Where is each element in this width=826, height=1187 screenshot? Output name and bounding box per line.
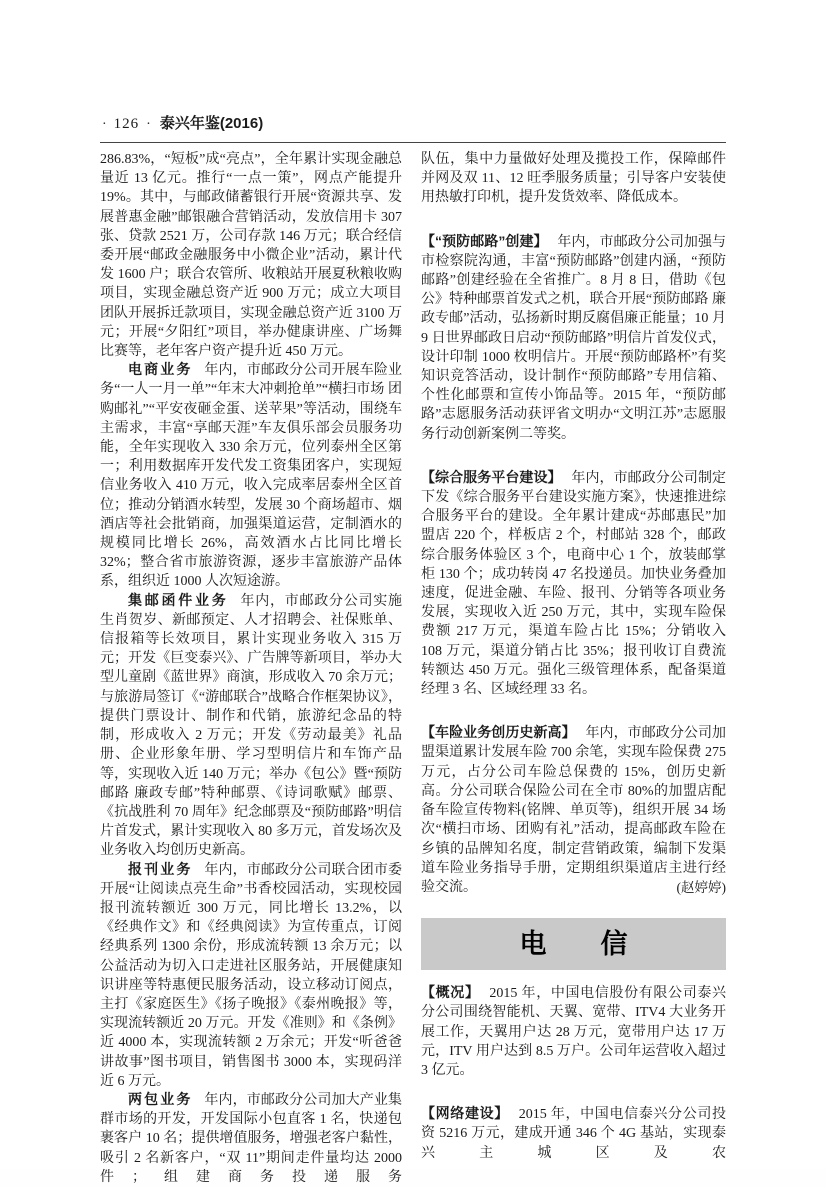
banner-label: 电 信	[519, 928, 628, 959]
section-title: 【综合服务平台建设】	[421, 468, 562, 485]
author-signature: (赵婷婷)	[676, 879, 726, 895]
entry-paragraph-philately	[100, 592, 402, 861]
right-column	[421, 150, 726, 1187]
section-title: 【概况】	[421, 984, 480, 1001]
section-vehicle-insurance	[421, 723, 726, 897]
left-column	[100, 150, 402, 1187]
section-text: 年内，市邮政分公司制定下发《综合服务平台建设实施方案》，快速推进综合服务平台的建设。全年累计建成“苏邮惠民”加盟店 220 个，样板店 2 个，村邮站 328 个，邮政综合服务体验区 3 个，电商中心 1 个，放装邮掌柜 130 个；成功转岗 47 名投递员。加快业务叠加速度，促进金融、车险、报刊、分销等各项业务发展，实现收入近 250 万元，其中，实现车险保费额 217 万元，渠道车险占比 15%；分销收入 108 万元，渠道分销占比 35%；报刊收订自费流转额达 450 万元。强化三级管理体系，配备渠道经理 3 名、区域经理 33 名。	[421, 470, 727, 698]
page-header	[100, 112, 726, 143]
entry-paragraph-newspaper	[100, 861, 402, 1091]
continuation-paragraph	[100, 150, 402, 361]
entry-heading: 两包业务	[128, 1092, 193, 1108]
header-dot-left: ·	[102, 117, 107, 132]
page-number: 126	[113, 116, 140, 132]
section-prevention-mail-route	[421, 232, 726, 444]
paragraph-text: 年内，市邮政分公司加大产业集群市场的开发，开发国际小包直客 1 名，快递包裹客户 10 名；提供增值服务，增强老客户黏性，吸引 2 名新客户，“双 11”期间走件量均达 2000 件；组建商务投递服务	[100, 1092, 403, 1185]
paragraph-text: 年内，市邮政分公司实施生肖贺岁、新邮预定、人才招聘会、社保账单、信报箱等长效项目，累计实现业务收入 315 万元；开发《巨变泰兴》、广告牌等新项目，举办大型儿童剧《蓝世界》商演，形成收入 70 余万元；与旅游局签订《“游邮联合”战略合作框架协议》，提供门票设计、制作和代销，旅游纪念品的特制，形成收入 2 万元；开发《劳动最美》礼品册、企业形象年册、学习型明信片和车饰产品等，实现收入近 140 万元；举办《包公》暨“预防邮路 廉政专邮”特种邮票、《诗词歌赋》邮票、《抗战胜利 70 周年》纪念邮票及“预防邮路”明信片首发式，累计实现收入 80 多万元，首发场次及业务收入均创历史新高。	[100, 593, 403, 859]
book-title: 泰兴年鉴(2016)	[159, 115, 264, 132]
section-text: 2015 年，中国电信股份有限公司泰兴分公司围绕智能机、天翼、宽带、ITV4 大业务开展工作，天翼用户达 28 万元，宽带用户达 17 万元，ITV 用户达到 8.5 万户。公司年运营收入超过 3 亿元。	[421, 986, 727, 1078]
paragraph-text: 286.83%，“短板”成“亮点”，全年累计实现金融总量近 13 亿元。推行“一点一策”，网点产能提升 19%。其中，与邮政储蓄银行开展“资源共享、发展普惠金融”邮银融合营销活动，发放信用卡 307 张、贷款 2521 万，公司存款 146 万元；联合经信委开展“邮政金融服务中小微企业”活动，累计代发 1600 户；联合农管所、收粮站开展夏秋粮收购项目，实现金融总资产近 900 万元；成立大项目团队开展拆迁款项目，实现金融总资产近 3100 万元；开展“夕阳红”项目，举办健康讲座、广场舞比赛等，老年客户资产提升近 450 万元。	[100, 152, 402, 360]
entry-heading: 电商业务	[128, 363, 193, 379]
entry-paragraph-parcels	[100, 1091, 402, 1187]
entry-heading: 集邮函件业务	[128, 593, 229, 609]
entry-paragraph-ecommerce	[100, 361, 402, 591]
paragraph-text: 队伍，集中力量做好处理及揽投工作，保障邮件并网及双 11、12 旺季服务质量；引导客户安装使用热敏打印机，提升发货效率、降低成本。	[421, 152, 726, 206]
section-telecom-overview	[421, 983, 726, 1080]
continuation-paragraph	[421, 150, 726, 208]
section-network-construction	[421, 1104, 726, 1163]
section-banner-telecom	[421, 918, 726, 970]
header-dot-right: ·	[146, 117, 151, 132]
section-text: 年内，市邮政分公司加强与市检察院沟通，丰富“预防邮路”创建内涵，“预防邮路”创建经验在全省推广。8 月 8 日，借助《包公》特种邮票首发式之机，联合开展“预防邮路 廉政专邮”活动，弘扬新时期反腐倡廉正能量；10 月 9 日世界邮政日启动“预防邮路”明信片首发仪式，设计印制 1000 枚明信片。开展“预防邮路杯”有奖知识竞答活动，设计制作“预防邮路”专用信箱、个性化邮票和宣传小饰品等。2015 年，“预防邮路”志愿服务活动获评省文明办“文明江苏”志愿服务行动创新案例二等奖。	[421, 234, 727, 442]
entry-heading: 报刊业务	[128, 862, 193, 878]
section-service-platform	[421, 468, 726, 699]
section-title: 【车险业务创历史新高】	[421, 724, 576, 741]
section-text: 年内，市邮政分公司加盟渠道累计发展车险 700 余笔，实现车险保费 275 万元，占分公司车险总保费的 15%，创历史新高。分公司联合保险公司在全市 80%的加盟店配备车险宣传物料(铭牌、单页等)，组织开展 34 场次“横扫市场、团购有礼”活动，提高邮政车险在乡镇的品牌知名度，制定营销政策，编制下发渠道车险业务指导手册，定期组织渠道店主进行经验交流。	[421, 726, 727, 895]
paragraph-text: 年内，市邮政分公司开展车险业务“一人一月一单”“年末大冲刺抢单”“横扫市场 团购邮礼”“平安夜砸金蛋、送苹果”等活动，围绕车主需求，丰富“享邮天涯”车友俱乐部会员服务功能，全年实现收入 330 余万元，位列泰州全区第一；利用数据库开发代发工资集团客户，实现短信业务收入 410 万元，收入完成率居泰州全区首位；推动分销酒水转型，发展 30 个商场超市、烟酒店等社会批销商，加强渠道运营，定制酒水的规模同比增长 26%，高效酒水占比同比增长 32%；整合省市旅游资源，逐步丰富旅游产品体系，组织近 1000 人次短途游。	[100, 363, 403, 590]
section-text: 2015 年，中国电信泰兴分公司投资 5216 万元，建成开通 346 个 4G 基站，实现泰兴主城区及农	[421, 1107, 727, 1161]
two-column-body	[100, 150, 726, 1187]
section-title: 【“预防邮路”创建】	[421, 232, 548, 249]
section-title: 【网络建设】	[421, 1105, 509, 1122]
paragraph-text: 年内，市邮政分公司联合团市委开展“让阅读点亮生命”书香校园活动，实现校园报刊流转额近 300 万元，同比增长 13.2%，以《经典作文》和《经典阅读》为宣传重点，订阅经典系列 1300 余份，形成流转额 13 余万元；以公益活动为切入口走进社区服务站，开展健康知识讲座等特惠便民服务活动，设立移动订阅点，主打《家庭医生》《扬子晚报》《泰州晚报》等，实现流转额近 20 万元。开发《准则》和《条例》近 4000 本，实现流转额 2 万余元；开发“听爸爸讲故事”图书项目，销售图书 3000 本，实现码洋近 6 万元。	[100, 862, 403, 1089]
